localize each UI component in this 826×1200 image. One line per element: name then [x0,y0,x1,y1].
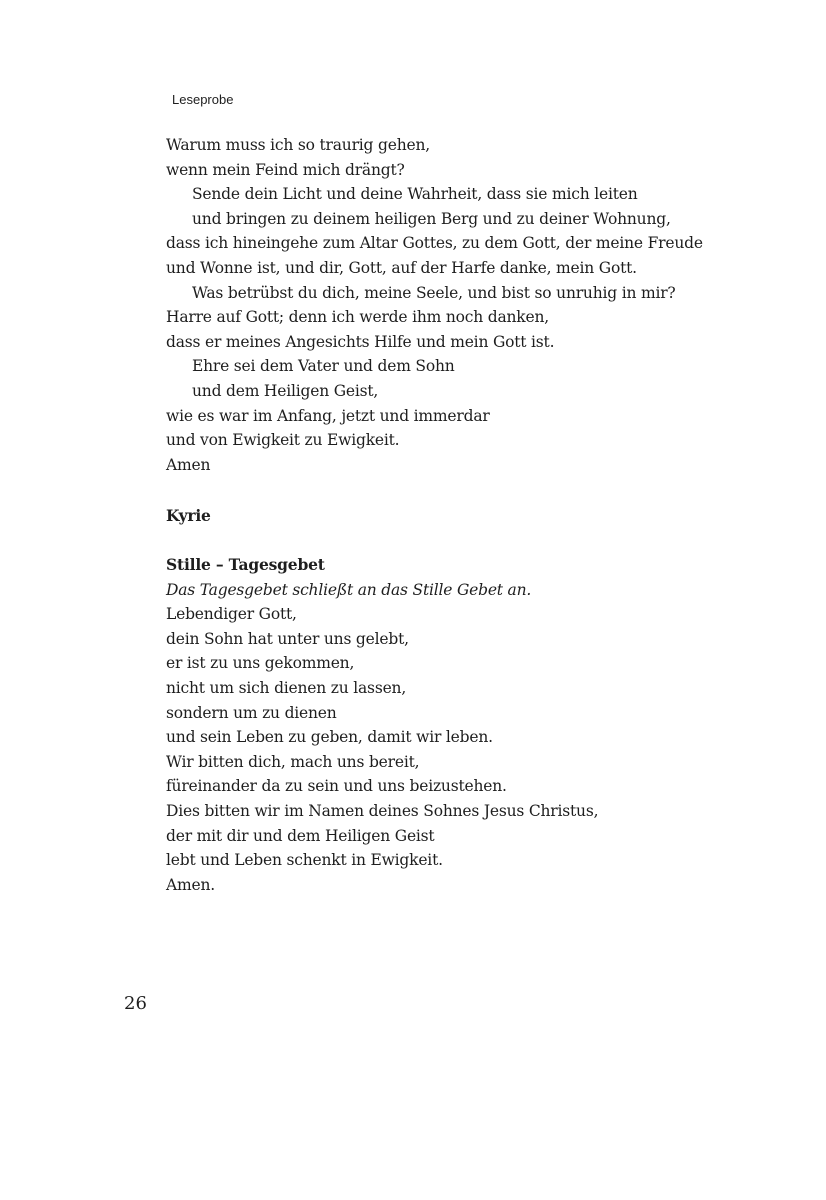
tagesgebet-instruction: Das Tagesgebet schließt an das Stille Gebet an. [166,580,532,599]
prayer-line: Wir bitten dich, mach uns bereit, [166,752,420,771]
kyrie-section [166,504,766,529]
page-number: 26 [124,993,147,1014]
leseprobe-label: Leseprobe [172,92,234,107]
prayer-line: dein Sohn hat unter uns gelebt, [166,629,409,648]
prayer-line: lebt und Leben schenkt in Ewigkeit. [166,851,443,870]
psalm-line: und bringen zu deinem heiligen Berg und zu deiner Wohnung, [192,209,671,228]
kyrie-heading: Kyrie [166,506,211,525]
tagesgebet-heading: Stille – Tagesgebet [166,555,325,574]
psalm-line: Amen [166,455,211,474]
psalm-line: wenn mein Feind mich drängt? [166,160,405,179]
prayer-line: füreinander da zu sein und uns beizustehen. [166,777,507,796]
psalm-line: Harre auf Gott; denn ich werde ihm noch danken, [166,308,549,327]
tagesgebet-section [166,553,766,897]
psalm-line: und Wonne ist, und dir, Gott, auf der Harfe danke, mein Gott. [166,258,637,277]
prayer-line: Amen. [166,875,215,894]
prayer-line: Lebendiger Gott, [166,605,297,624]
psalm-line: dass er meines Angesichts Hilfe und mein Gott ist. [166,332,555,351]
prayer-line: sondern um zu dienen [166,703,337,722]
psalm-line: Ehre sei dem Vater und dem Sohn [192,357,455,376]
prayer-line: der mit dir und dem Heiligen Geist [166,826,435,845]
psalm-line: dass ich hineingehe zum Altar Gottes, zu dem Gott, der meine Freude [166,234,703,253]
psalm-text [166,133,766,477]
psalm-line: Was betrübst du dich, meine Seele, und bist so unruhig in mir? [192,283,676,302]
prayer-line: Dies bitten wir im Namen deines Sohnes Jesus Christus, [166,801,599,820]
psalm-line: Warum muss ich so traurig gehen, [166,136,430,154]
psalm-line: wie es war im Anfang, jetzt und immerdar [166,406,490,425]
prayer-line: und sein Leben zu geben, damit wir leben. [166,728,493,747]
prayer-line: nicht um sich dienen zu lassen, [166,678,407,697]
prayer-line: er ist zu uns gekommen, [166,654,355,673]
psalm-line: und dem Heiligen Geist, [192,381,379,400]
psalm-line: und von Ewigkeit zu Ewigkeit. [166,431,400,450]
psalm-line: Sende dein Licht und deine Wahrheit, dass sie mich leiten [192,185,638,204]
